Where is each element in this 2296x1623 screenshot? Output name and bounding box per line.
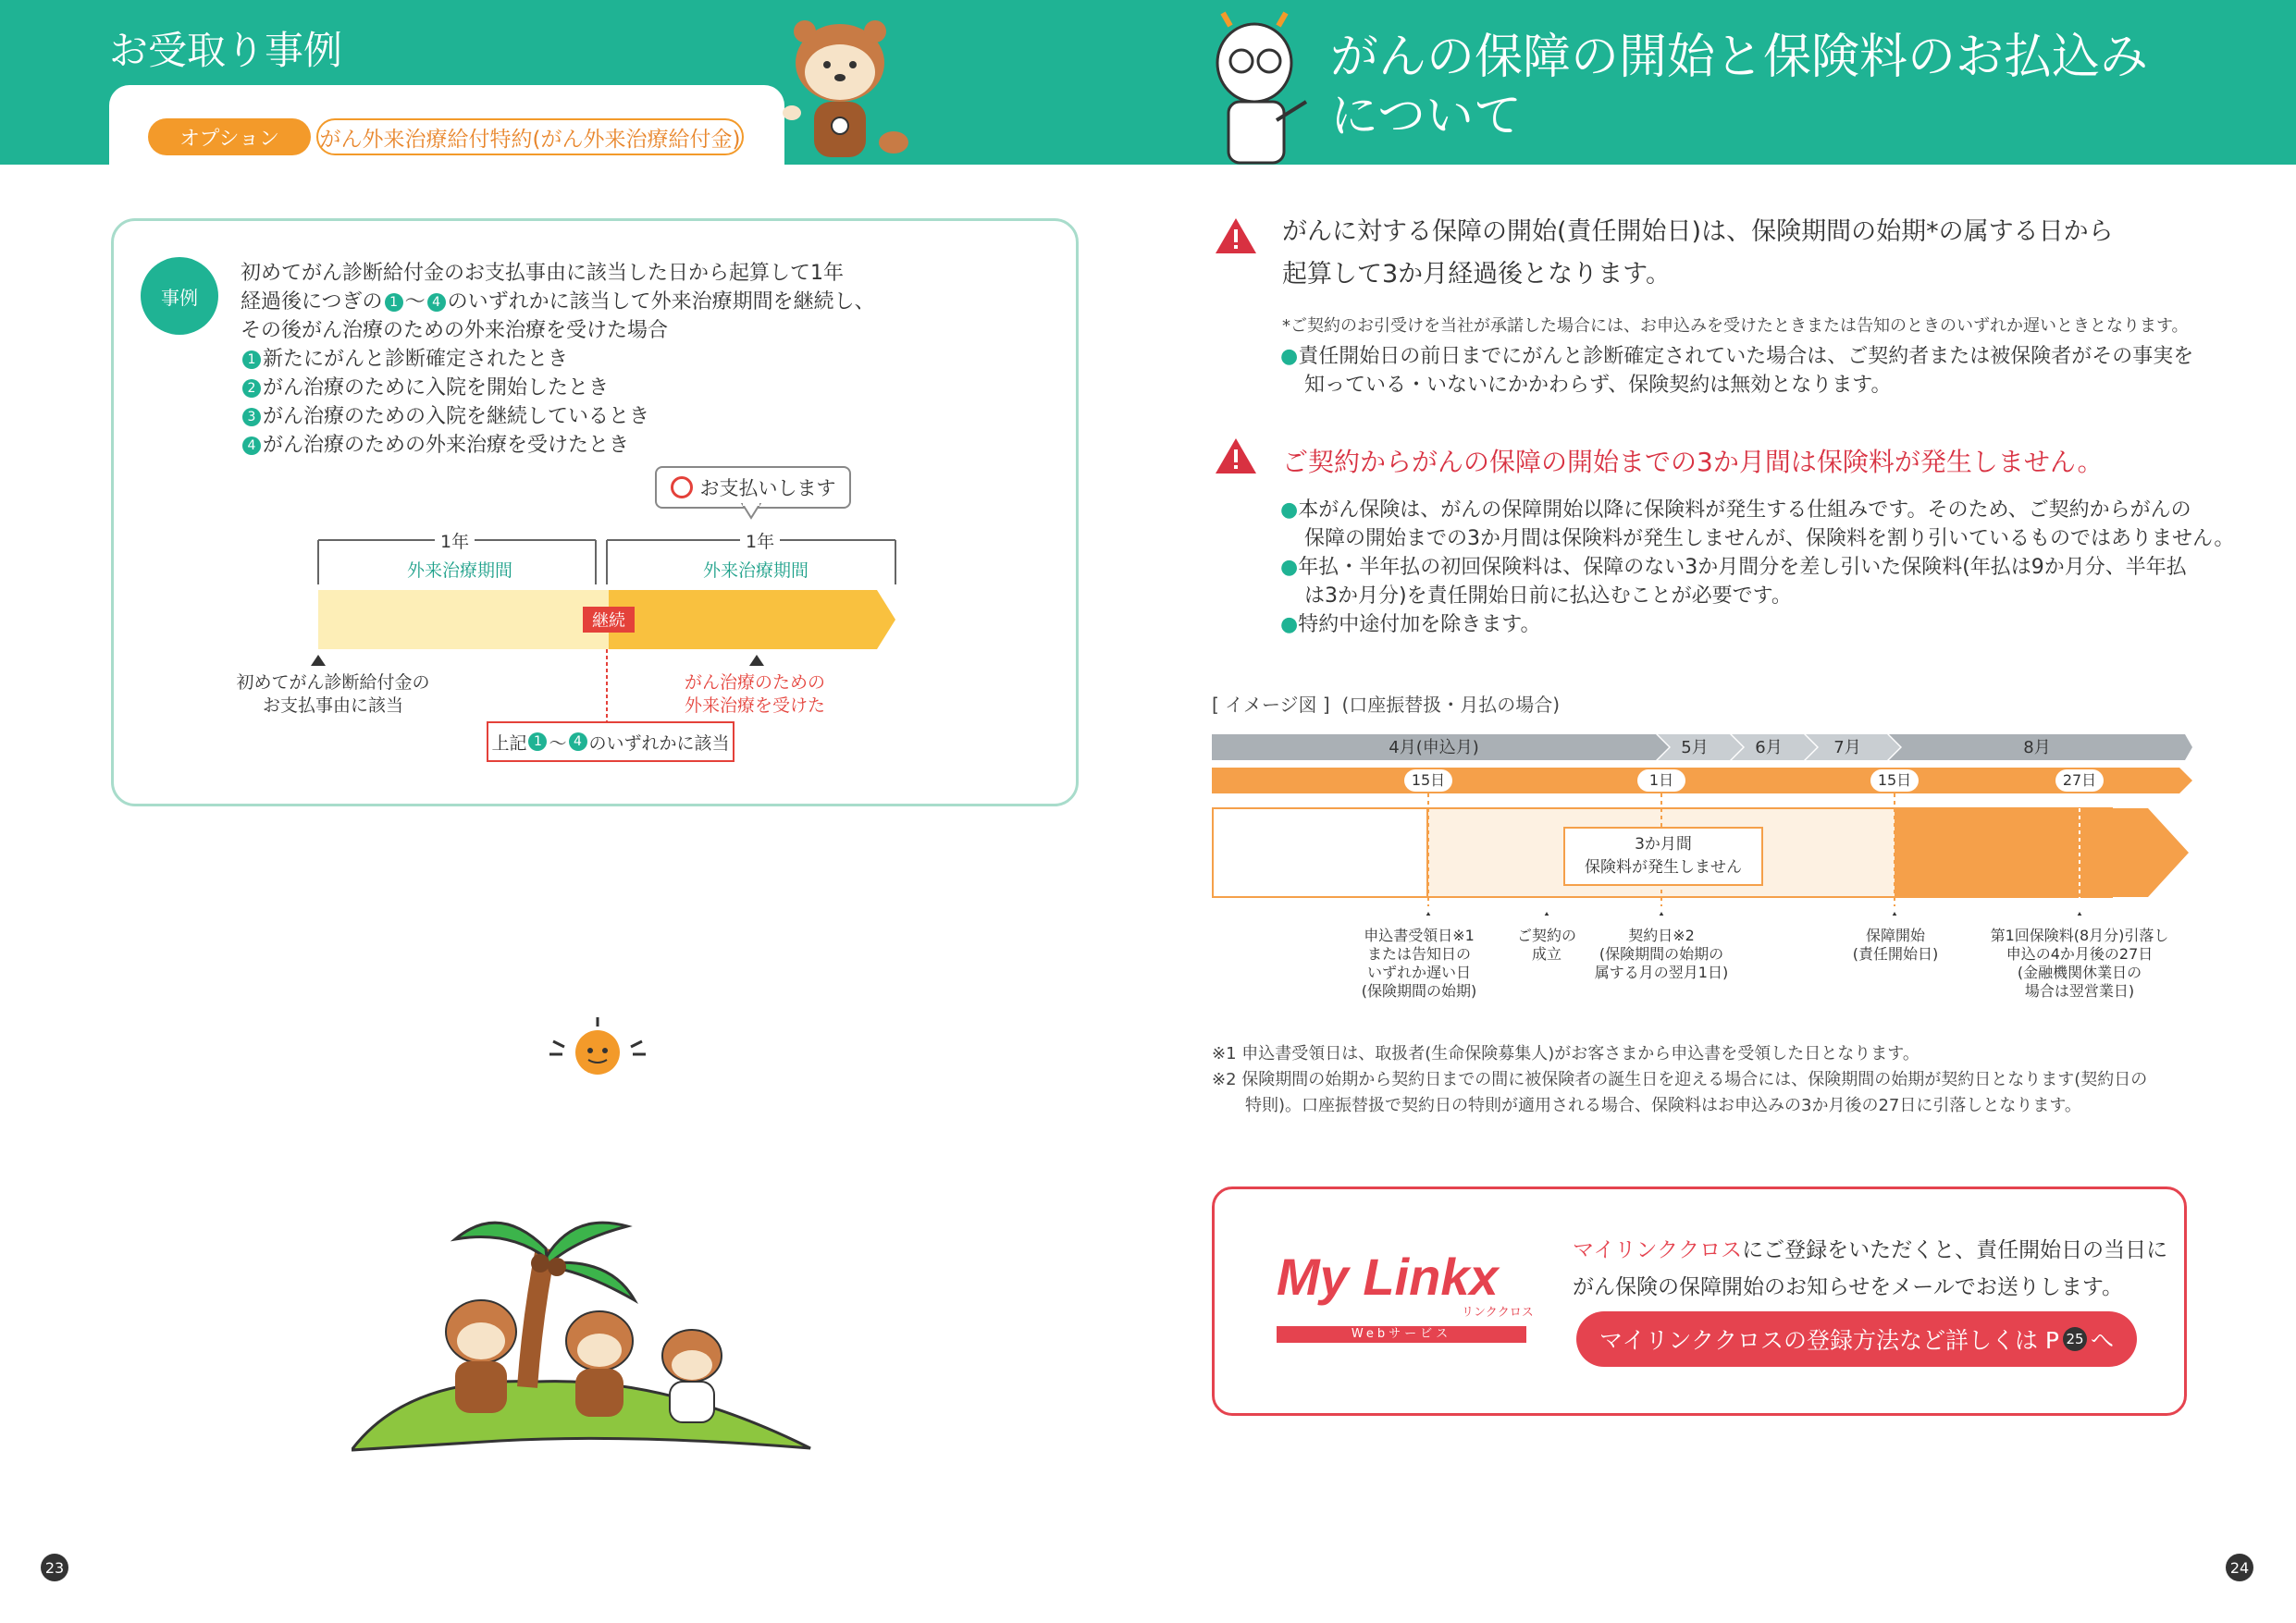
- month-label: 4月(申込月): [1389, 738, 1479, 757]
- case-line: 初めてがん診断給付金のお支払事由に該当した日から起算して1年: [241, 262, 844, 285]
- num-1-icon: 1: [528, 732, 547, 751]
- milestone-contract-established: ご契約の 成立: [1516, 927, 1576, 963]
- mylinkx-logo-kana: リンククロス: [1462, 1306, 1534, 1320]
- warning-icon: [1214, 216, 1258, 255]
- month-label: 6月: [1755, 738, 1783, 757]
- mylinkx-logo: My Linkx: [1277, 1248, 1499, 1306]
- day-label: 15日: [1404, 769, 1452, 792]
- condition-reference-box: 上記 1 〜 4 のいずれかに該当: [487, 721, 734, 762]
- num-4-icon: 4: [427, 293, 446, 312]
- month-label: 5月: [1681, 738, 1709, 757]
- goat-doctor-mascot-illustration: [1203, 9, 1314, 166]
- milestone-first-premium: 第1回保険料(8月分)引落し 申込の4か月後の27日 (金融機関休業日の 場合は翌営業日): [1990, 927, 2169, 1000]
- mylinkx-details-button[interactable]: マイリンククロスの登録方法など詳しくは P 25 へ: [1576, 1311, 2137, 1367]
- day-label: 27日: [2055, 769, 2104, 792]
- warning-icon: [1214, 436, 1258, 475]
- coverage-start-notice: がんに対する保障の開始(責任開始日)は、保険期間の始期*の属する日から 起算して3か月経過後となります。: [1282, 217, 2114, 289]
- mylinkx-description: マイリンククロスにご登録をいただくと、責任開始日の当日に がん保険の保障開始のお知らせをメールでお送りします。: [1573, 1238, 2168, 1299]
- page-number-left: 23: [41, 1554, 68, 1581]
- case-description: [241, 259, 875, 460]
- option-name: がん外来治療給付特約(がん外来治療給付金): [316, 118, 744, 155]
- period-label-2: 外来治療期間: [703, 560, 809, 581]
- num-1-icon: 1: [242, 350, 261, 369]
- period-label-1: 外来治療期間: [407, 560, 513, 581]
- month-label: 8月: [2023, 738, 2051, 757]
- invalid-contract-note: ●責任開始日の前日までにがんと診断確定されていた場合は、ご契約者または被保険者がその事実を 知っている・いないにかかわらず、保険契約は無効となります。: [1280, 345, 2194, 397]
- premium-bullets: ●本がん保険は、がんの保障開始以降に保険料が発生する仕組みです。そのため、ご契約からがんの 保障の開始までの3か月間は保険料が発生しませんが、保険料を割り引いているものではありません。 ●年払・半年払の初回保険料は、保障のない3か月間分を差し引いた保険料(年払は9か月分、半年払 は3か月分)を責任開始日前に払込むことが必要です。 ●特約中途付加を除きます。: [1280, 498, 2235, 636]
- callout-pointer: [740, 503, 762, 525]
- case-label-badge: 事例: [141, 257, 218, 335]
- num-4-icon: 4: [569, 732, 587, 751]
- case-line: その後がん治療のための外来治療を受けた場合: [241, 319, 669, 342]
- milestone-application-date: 申込書受領日※1 または告知日の いずれか遅い日 (保険期間の始期): [1361, 927, 1477, 1000]
- treatment-caption: がん治療のための 外来治療を受けた: [684, 672, 825, 716]
- case-line: 経過後につぎの 1 〜 4 のいずれかに該当して外来治療期間を継続し、: [241, 290, 875, 314]
- num-4-icon: 4: [242, 436, 261, 455]
- sun-character-illustration: [544, 1014, 651, 1088]
- circle-mark-icon: [671, 476, 693, 498]
- milestone-coverage-start: 保障開始 (責任開始日): [1852, 927, 1939, 963]
- page-ref-badge: 25: [2063, 1327, 2087, 1351]
- period-year-1: 1年: [435, 528, 475, 553]
- num-2-icon: 2: [242, 379, 261, 398]
- premium-timeline-diagram: [1212, 731, 2192, 916]
- num-1-icon: 1: [385, 293, 403, 312]
- footnotes: ※1 申込書受領日は、取扱者(生命保険募集人)がお客さまから申込書を受領した日となります。 ※2 保険期間の始期から契約日までの間に被保険者の誕生日を迎える場合には、保険期間の始期が契約日となります(契約日の 特則)。口座振替扱で契約日の特則が適用される場合、保険料はお申込みの3か月後の27日に引落しとなります。: [1212, 1044, 2148, 1115]
- page-title-right: がんの保障の開始と保険料のお払込み について: [1330, 30, 2149, 144]
- milestone-contract-date: 契約日※2 (保険期間の始期の 属する月の翌月1日): [1594, 927, 1729, 981]
- page-number-right: 24: [2226, 1554, 2253, 1581]
- asterisk-note: *ご契約のお引受けを当社が承諾した場合には、お申込みを受けたときまたは告知のときのいずれか遅いときとなります。: [1282, 316, 2189, 336]
- month-label: 7月: [1833, 738, 1861, 757]
- condition-item: 3 がん治療のための入院を継続しているとき: [241, 402, 875, 431]
- condition-item: 1 新たにがんと診断確定されたとき: [241, 345, 875, 374]
- payment-callout: お支払いします: [655, 466, 851, 509]
- page-title-left: お受取り事例: [109, 28, 343, 73]
- island-tanuki-family-illustration: [352, 1202, 814, 1470]
- continue-badge: 継続: [583, 607, 635, 633]
- image-diagram-label: [ イメージ図 ] (口座振替扱・月払の場合): [1212, 694, 1561, 716]
- premium-free-box: 3か月間 保険料が発生しません: [1563, 827, 1763, 886]
- start-caption: 初めてがん診断給付金の お支払事由に該当: [236, 672, 430, 716]
- mylinkx-web-service-tag: Webサービス: [1277, 1326, 1526, 1343]
- day-label: 1日: [1637, 769, 1685, 792]
- condition-item: 4 がん治療のための外来治療を受けたとき: [241, 431, 875, 460]
- no-premium-notice: ご契約からがんの保障の開始までの3か月間は保険料が発生しません。: [1282, 447, 2104, 477]
- day-label: 15日: [1870, 769, 1919, 792]
- option-badge: オプション: [148, 118, 311, 155]
- tanuki-mascot-illustration: [773, 17, 912, 170]
- num-3-icon: 3: [242, 408, 261, 426]
- condition-item: 2 がん治療のために入院を開始したとき: [241, 374, 875, 402]
- period-year-2: 1年: [740, 528, 780, 553]
